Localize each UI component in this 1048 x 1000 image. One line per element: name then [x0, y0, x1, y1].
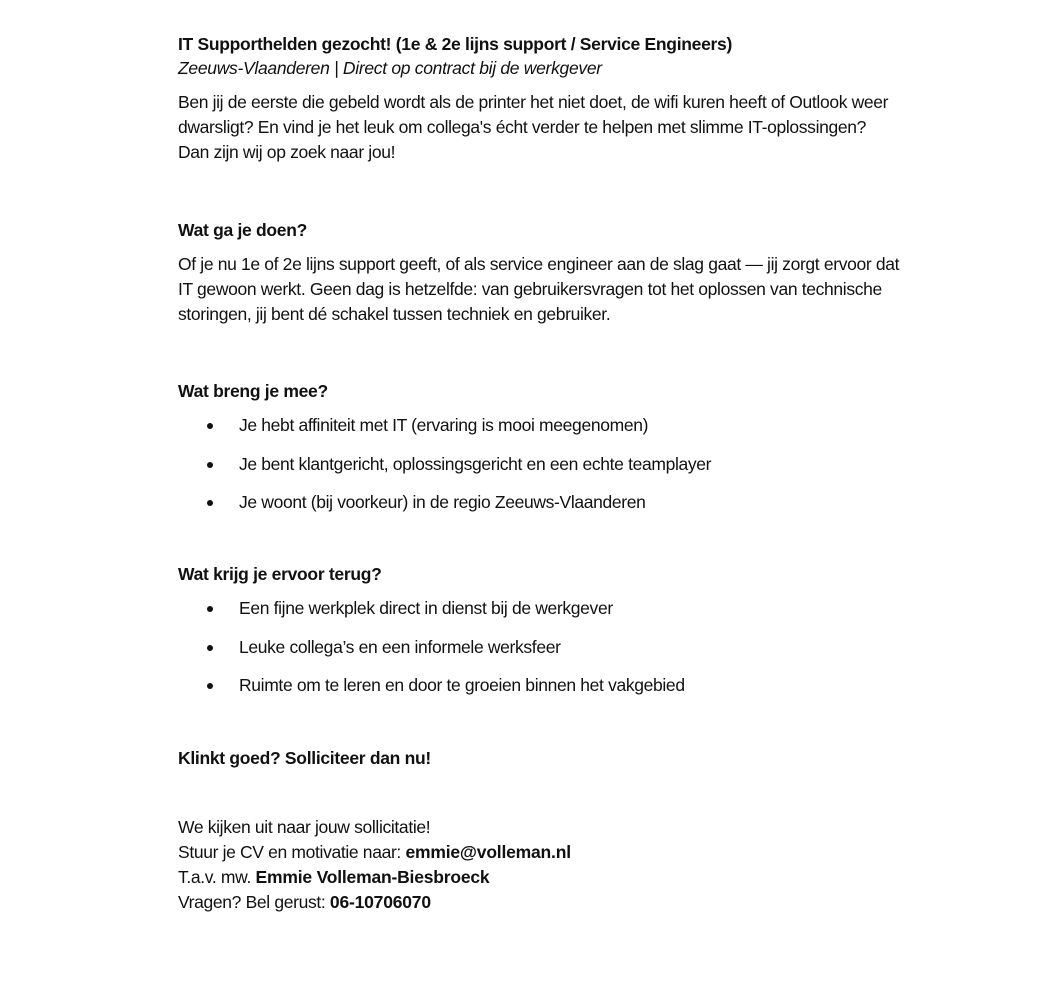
- requirements-list: [178, 413, 978, 514]
- heading-wat-krijg-je-ervoor-terug: Wat krijg je ervoor terug?: [178, 564, 382, 584]
- contact-person-name: Emmie Volleman-Biesbroeck: [255, 867, 490, 887]
- list-item-text: Leuke collega’s en een informele werksfeer: [239, 636, 561, 657]
- contact-block: [178, 815, 978, 915]
- job-subtitle: Zeeuws-Vlaanderen | Direct op contract bij de werkgever: [178, 58, 602, 78]
- benefits-list: [178, 596, 978, 697]
- intro-line: Ben jij de eerste die gebeld wordt als de printer het niet doet, de wifi kuren heeft of Outlook weer: [178, 92, 889, 112]
- contact-person-line: [178, 865, 978, 890]
- email-address[interactable]: emmie@volleman.nl: [405, 842, 571, 862]
- bullet-icon: [207, 645, 213, 651]
- list-item: [178, 413, 978, 437]
- bullet-icon: [207, 606, 213, 612]
- bullet-icon: [207, 423, 213, 429]
- list-item: [178, 673, 978, 697]
- document-page: [178, 32, 978, 915]
- intro-line: Dan zijn wij op zoek naar jou!: [178, 142, 396, 162]
- phone-label: Vragen? Bel gerust:: [178, 892, 330, 912]
- list-item-text: Je woont (bij voorkeur) in de regio Zeeuws-Vlaanderen: [239, 492, 646, 512]
- list-item-text: Je bent klantgericht, oplossingsgericht en een echte teamplayer: [239, 453, 712, 474]
- intro-line: dwarsligt? En vind je het leuk om collega's écht verder te helpen met slimme IT-oplossingen?: [178, 117, 867, 137]
- heading-call-to-action: Klinkt goed? Solliciteer dan nu!: [178, 748, 431, 768]
- list-item: [178, 452, 978, 476]
- doen-line: storingen, jij bent dé schakel tussen techniek en gebruiker.: [178, 304, 611, 324]
- list-item: [178, 596, 978, 620]
- job-title: IT Supporthelden gezocht! (1e & 2e lijns support / Service Engineers): [178, 34, 732, 54]
- heading-wat-ga-je-doen: Wat ga je doen?: [178, 220, 308, 240]
- list-item-text: Je hebt affiniteit met IT (ervaring is mooi meegenomen): [239, 415, 649, 435]
- intro-paragraph: [178, 90, 978, 165]
- list-item: [178, 635, 978, 659]
- contact-intro-line: We kijken uit naar jouw sollicitatie!: [178, 817, 431, 837]
- bullet-icon: [207, 462, 213, 468]
- doen-line: IT gewoon werkt. Geen dag is hetzelfde: van gebruikersvragen tot het oplossen van technische: [178, 279, 882, 299]
- phone-number[interactable]: 06-10706070: [329, 892, 431, 912]
- list-item-text: Een fijne werkplek direct in dienst bij de werkgever: [239, 598, 613, 618]
- list-item-text: Ruimte om te leren en door te groeien binnen het vakgebied: [239, 675, 685, 695]
- heading-wat-breng-je-mee: Wat breng je mee?: [178, 381, 328, 401]
- doen-line: Of je nu 1e of 2e lijns support geeft, of als service engineer aan de slag gaat — jij zorgt ervoor dat: [178, 254, 900, 274]
- email-label: Stuur je CV en motivatie naar:: [178, 842, 406, 862]
- doen-paragraph: [178, 252, 978, 327]
- contact-email-line: [178, 840, 978, 865]
- bullet-icon: [207, 683, 213, 689]
- list-item: [178, 490, 978, 514]
- bullet-icon: [207, 500, 213, 506]
- tav-label: T.a.v. mw.: [178, 867, 256, 887]
- contact-phone-line: [178, 890, 978, 915]
